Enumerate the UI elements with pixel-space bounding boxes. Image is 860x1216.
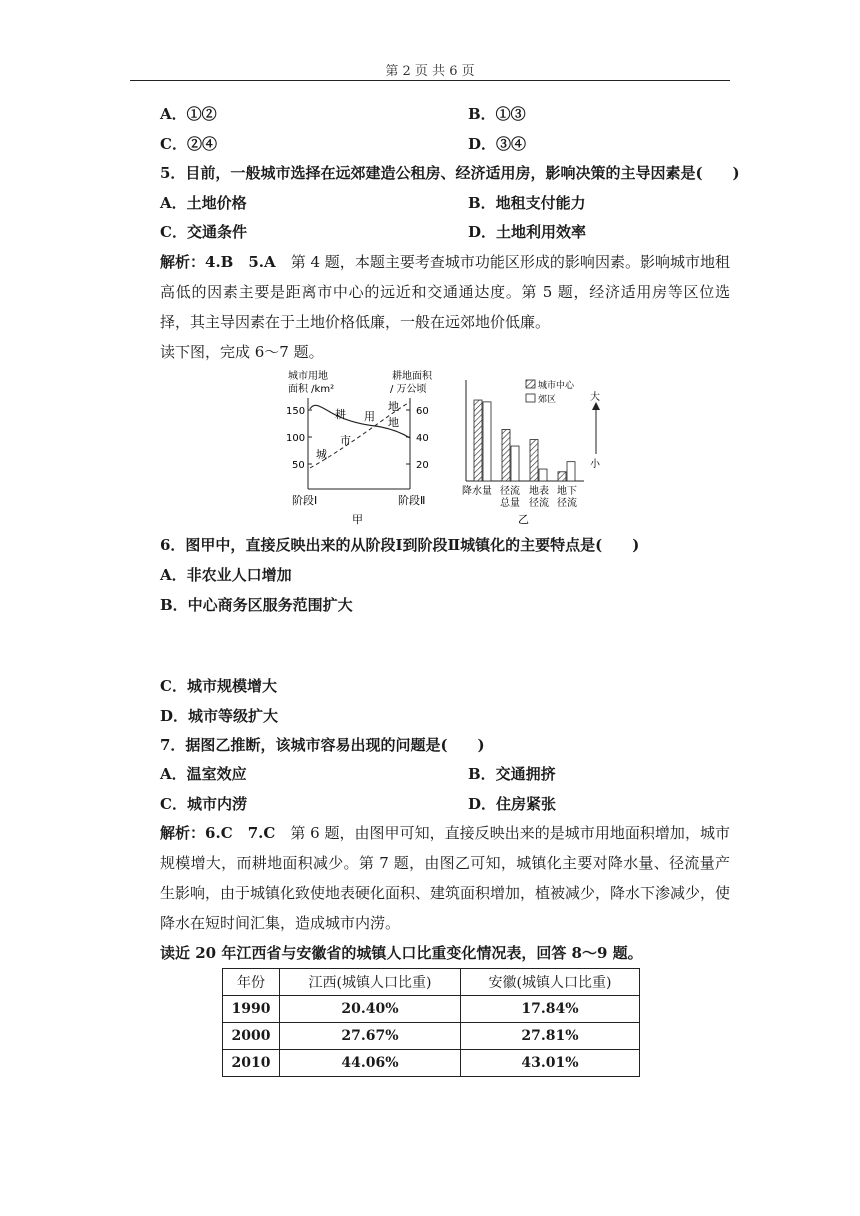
q4-option-a: A．①② — [160, 105, 217, 123]
table-cell-anhui: 43.01% — [461, 1050, 640, 1077]
table-cell-year: 1990 — [223, 996, 280, 1023]
analysis-text: 第 4 题，本题主要考查城市功能区形成的影响因素。影响城市地租高低的因素主要是距离市中心的远近和交通通达度。第 5 题，经济适用房等区位选择，其主导因素在于土地价格低廉，一般在远郊地价低廉。 — [160, 253, 730, 331]
yi-legend-center-swatch — [526, 380, 535, 388]
yi-cat-3-line1: 地表 — [529, 486, 549, 497]
yi-arrow-head — [592, 402, 600, 410]
q4-option-b: B．①③ — [468, 105, 526, 123]
jia-right-tick-20: 20 — [416, 460, 429, 471]
q6-stem: 6．图甲中，直接反映出来的从阶段Ⅰ到阶段Ⅱ城镇化的主要特点是( ) — [160, 536, 640, 554]
yi-bar-center-2 — [502, 429, 510, 481]
jia-x-start: 阶段Ⅰ — [292, 494, 318, 507]
jia-right-axis-title-1: 耕地面积 — [392, 371, 432, 382]
analysis-label: 解析：4.B 5.A — [160, 253, 276, 271]
jia-right-tick-60: 60 — [416, 406, 429, 417]
analysis-label: 解析：6.C 7.C — [160, 824, 276, 842]
q6-option-c: C．城市规模增大 — [160, 677, 277, 695]
table-row — [223, 1050, 640, 1077]
yi-bar-suburb-3 — [539, 469, 547, 481]
q7-option-c: C．城市内涝 — [160, 795, 247, 813]
analysis-6-7 — [160, 818, 730, 938]
yi-bar-center-3 — [530, 440, 538, 481]
header-rule — [130, 80, 730, 81]
table-intro: 读近 20 年江西省与安徽省的城镇人口比重变化情况表，回答 8～9 题。 — [160, 944, 643, 962]
table-header-jiangxi: 江西(城镇人口比重) — [280, 969, 461, 996]
figure-yi-chart — [458, 370, 608, 528]
q7-stem: 7．据图乙推断，该城市容易出现的问题是( ) — [160, 736, 485, 754]
table-header-anhui: 安徽(城镇人口比重) — [461, 969, 640, 996]
yi-caption: 乙 — [518, 513, 529, 526]
page-number-header: 第 2 页 共 6 页 — [385, 64, 475, 79]
yi-bar-center-4 — [558, 472, 566, 481]
jia-right-axis-title-2: / 万公顷 — [390, 384, 427, 395]
q5-option-a: A．土地价格 — [160, 194, 247, 212]
yi-legend-center: 城市中心 — [538, 381, 575, 391]
jia-left-tick-150: 150 — [286, 406, 306, 417]
q5-option-b: B．地租支付能力 — [468, 194, 586, 212]
yi-arrow-top-label: 大 — [590, 392, 600, 403]
q7-option-d: D．住房紧张 — [468, 795, 557, 813]
table-cell-jiangxi: 27.67% — [280, 1023, 461, 1050]
table-row — [223, 1023, 640, 1050]
q5-option-c: C．交通条件 — [160, 223, 247, 241]
jia-label-di-1: 地 — [388, 400, 399, 413]
urbanization-table — [222, 968, 640, 1077]
yi-arrow-bottom-label: 小 — [590, 459, 600, 470]
yi-bar-suburb-1 — [483, 402, 491, 481]
jia-label-cheng: 城 — [316, 448, 327, 461]
figure-jia-chart — [280, 366, 450, 528]
figure-instruction: 读下图，完成 6～7 题。 — [160, 343, 324, 361]
q6-option-a: A．非农业人口增加 — [160, 566, 292, 584]
jia-label-di-2: 地 — [388, 416, 399, 429]
table-cell-anhui: 27.81% — [461, 1023, 640, 1050]
jia-label-yong: 用 — [364, 410, 375, 423]
table-header-year: 年份 — [223, 969, 280, 996]
table-header-row — [223, 969, 640, 996]
yi-bar-suburb-2 — [511, 446, 519, 481]
yi-cat-4-line1: 地下 — [557, 486, 577, 497]
table-row — [223, 996, 640, 1023]
q7-option-b: B．交通拥挤 — [468, 765, 556, 783]
q6-option-d: D．城市等级扩大 — [160, 707, 279, 725]
table-cell-anhui: 17.84% — [461, 996, 640, 1023]
yi-bars — [474, 400, 575, 481]
yi-cat-2-line1: 径流 — [500, 486, 520, 497]
jia-label-shi: 市 — [340, 434, 351, 447]
table-cell-jiangxi: 44.06% — [280, 1050, 461, 1077]
yi-cat-2-line2: 总量 — [500, 498, 520, 509]
jia-label-gen: 耕 — [335, 408, 346, 421]
jia-left-tick-50: 50 — [292, 460, 305, 471]
q5-stem: 5．目前，一般城市选择在远郊建造公租房、经济适用房，影响决策的主导因素是( ) — [160, 164, 740, 182]
jia-x-end: 阶段Ⅱ — [398, 494, 426, 507]
q4-option-d: D．③④ — [468, 135, 527, 153]
jia-left-axis-title-1: 城市用地 — [288, 371, 328, 382]
analysis-text: 第 6 题，由图甲可知，直接反映出来的是城市用地面积增加，城市规模增大，而耕地面积减少。第 7 题，由图乙可知，城镇化主要对降水量、径流量产生影响，由于城镇化致使地表硬化面积、建筑面积增加，植被减少，降水下渗减少，使降水在短时间汇集，造成城市内涝。 — [160, 824, 731, 932]
yi-cat-4-line2: 径流 — [557, 498, 577, 509]
jia-caption: 甲 — [352, 513, 363, 526]
table-cell-year: 2010 — [223, 1050, 280, 1077]
yi-cat-1-line1: 降水量 — [462, 486, 492, 497]
q7-option-a: A．温室效应 — [160, 765, 247, 783]
yi-bar-center-1 — [474, 400, 482, 481]
jia-left-tick-100: 100 — [286, 433, 306, 444]
yi-bar-suburb-4 — [567, 462, 575, 481]
yi-legend-suburb-swatch — [526, 394, 535, 402]
q5-option-d: D．土地利用效率 — [468, 223, 587, 241]
table-cell-jiangxi: 20.40% — [280, 996, 461, 1023]
yi-legend-suburb: 郊区 — [538, 395, 557, 405]
yi-cat-3-line2: 径流 — [529, 498, 549, 509]
q6-option-b: B．中心商务区服务范围扩大 — [160, 596, 353, 614]
q4-option-c: C．②④ — [160, 135, 217, 153]
jia-right-tick-40: 40 — [416, 433, 429, 444]
jia-left-axis-title-2: 面积 /km² — [288, 384, 335, 395]
analysis-4-5 — [160, 247, 730, 337]
table-cell-year: 2000 — [223, 1023, 280, 1050]
